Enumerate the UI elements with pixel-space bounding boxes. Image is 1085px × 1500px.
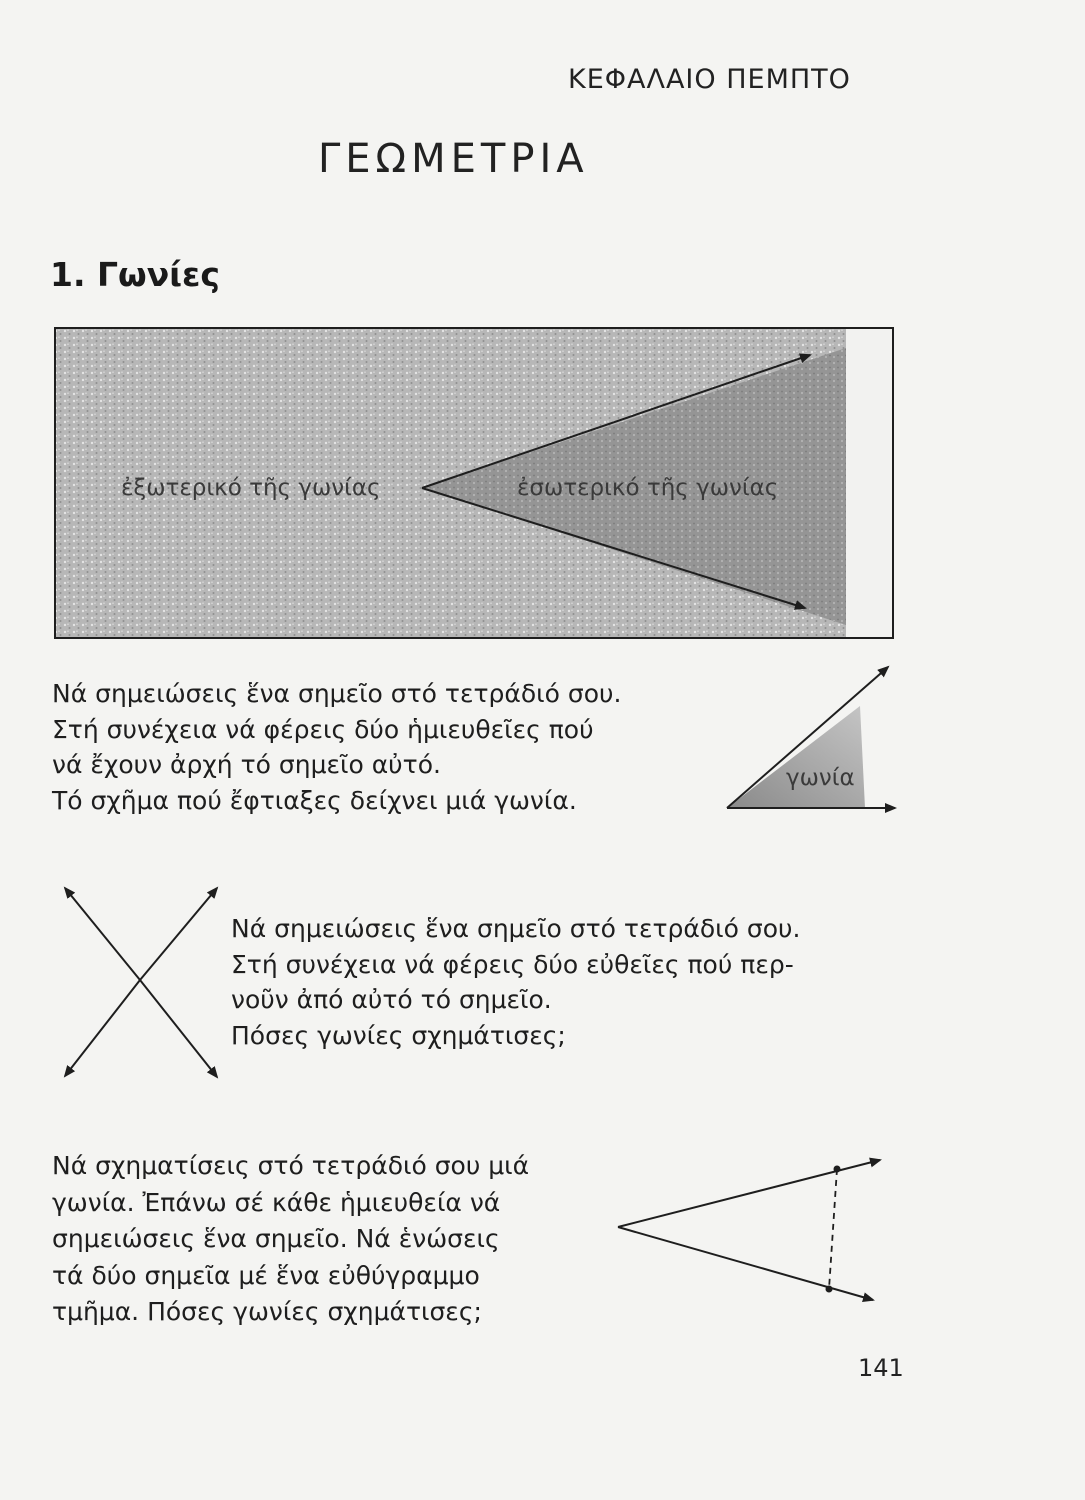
angle-figure	[700, 650, 920, 830]
exercise-3-line: σημειώσεις ἕνα σημεῖο. Νά ἑνώσεις	[52, 1224, 500, 1254]
exercise-3-line: γωνία. Ἐπάνω σέ κάθε ἡμιευθεία νά	[52, 1187, 501, 1217]
section-heading: 1. Γωνίες	[50, 255, 220, 294]
line-b	[140, 888, 217, 980]
exercise-3-text	[52, 1148, 529, 1331]
exercise-1-text	[52, 676, 621, 818]
exterior-label: ἐξωτερικό τῆς γωνίας	[121, 475, 381, 501]
exercise-2-line: Νά σημειώσεις ἕνα σημεῖο στό τετράδιό σου.	[231, 914, 801, 943]
exercise-3-line: τά δύο σημεῖα μέ ἕνα εὐθύγραμμο	[52, 1260, 480, 1290]
chapter-heading: ΚΕΦΑΛΑΙΟ ΠΕΜΠΤΟ	[568, 64, 851, 95]
triangle-construction-figure	[600, 1140, 900, 1320]
exercise-3-line: τμῆμα. Πόσες γωνίες σχημάτισες;	[52, 1297, 482, 1327]
exercise-1-line: Νά σημειώσεις ἕνα σημεῖο στό τετράδιό σου.	[52, 679, 622, 708]
angle-interior-exterior-figure	[0, 0, 1085, 700]
point-on-lower-ray	[826, 1286, 833, 1293]
interior-label: ἐσωτερικό τῆς γωνίας	[517, 475, 779, 501]
page-title: ΓΕΩΜΕΤΡΙΑ	[318, 136, 589, 182]
angle-label: γωνία	[786, 765, 855, 791]
page-number: 141	[858, 1354, 904, 1382]
line-a	[140, 980, 217, 1077]
exercise-2-line: Στή συνέχεια νά φέρεις δύο εὐθεῖες πού περ-	[231, 949, 794, 979]
exercise-1-line: Στή συνέχεια νά φέρεις δύο ἡμιευθεῖες πού	[52, 714, 594, 744]
line-a	[65, 888, 140, 980]
construction-upper-ray	[618, 1160, 880, 1227]
exercise-2-line: νοῦν ἀπό αὐτό τό σημεῖο.	[231, 985, 552, 1014]
line-b	[65, 980, 140, 1076]
exercise-3-line: Νά σχηματίσεις στό τετράδιό σου μιά	[52, 1151, 530, 1180]
construction-lower-ray	[618, 1227, 873, 1300]
dashed-segment	[829, 1169, 837, 1289]
exercise-2-text	[231, 911, 800, 1053]
point-on-upper-ray	[834, 1166, 841, 1173]
exercise-1-line: νά ἔχουν ἀρχή τό σημεῖο αὐτό.	[52, 750, 441, 779]
exercise-2-line: Πόσες γωνίες σχημάτισες;	[231, 1020, 566, 1050]
angle-shading	[727, 706, 865, 808]
intersecting-lines-figure	[55, 880, 235, 1090]
exercise-1-line: Τό σχῆμα πού ἔφτιαξες δείχνει μιά γωνία.	[52, 785, 577, 815]
